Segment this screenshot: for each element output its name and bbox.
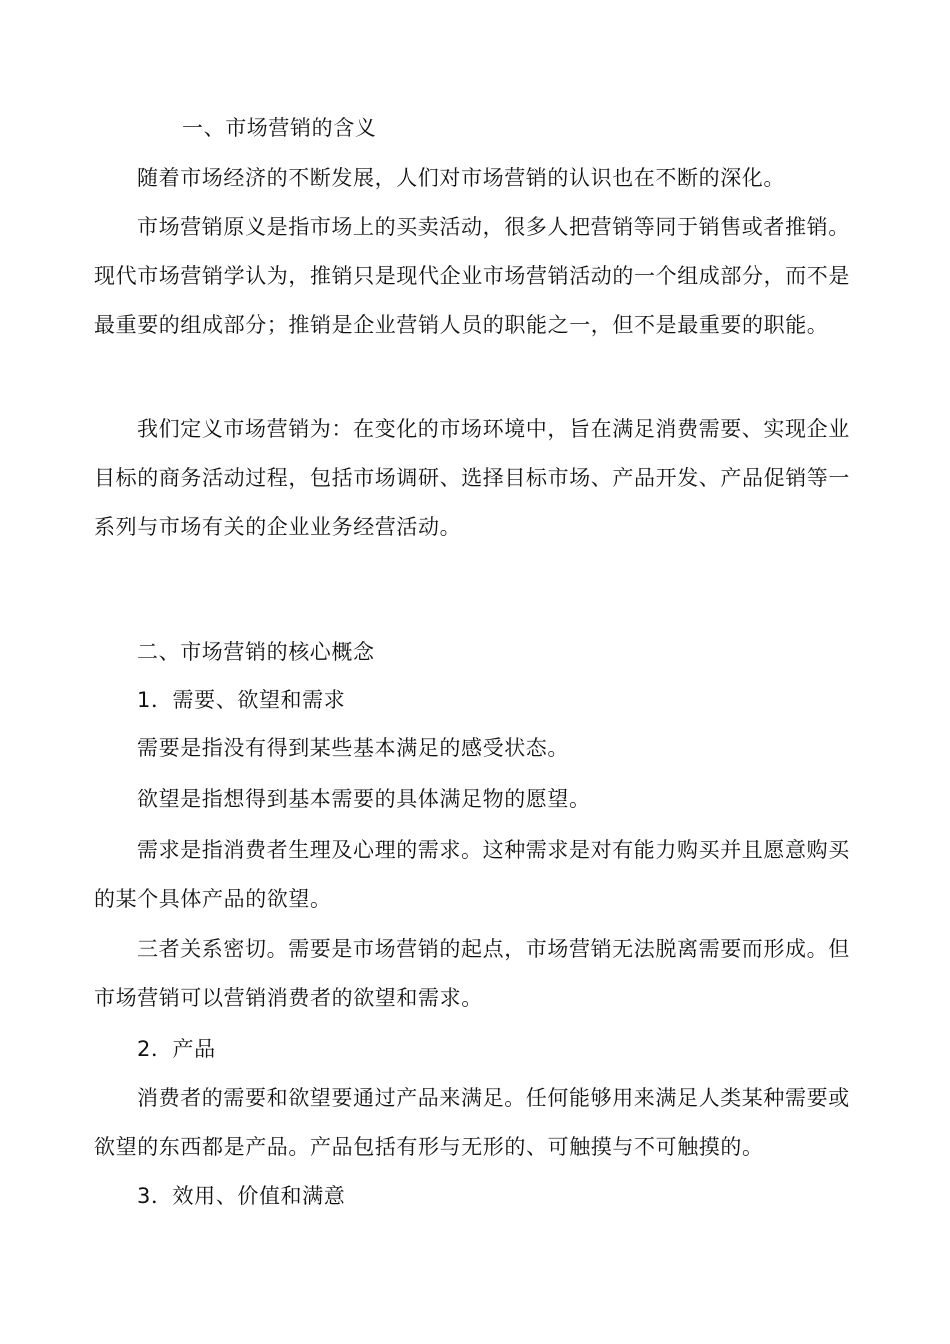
section1-paragraph-1: 随着市场经济的不断发展，人们对市场营销的认识也在不断的深化。 bbox=[137, 166, 785, 190]
sub1-paragraph-demand: 需求是指消费者生理及心理的需求。这种需求是对有能力购买并且愿意购买的某个具体产品的欲望。 bbox=[94, 838, 850, 911]
sub1-paragraph-need: 需要是指没有得到某些基本满足的感受状态。 bbox=[137, 736, 569, 760]
sub2-paragraph-product: 消费者的需要和欲望要通过产品来满足。任何能够用来满足人类某种需要或欲望的东西都是产品。产品包括有形与无形的、可触摸与不可触摸的。 bbox=[94, 1086, 850, 1159]
section2-sub3-heading: 3．效用、价值和满意 bbox=[137, 1184, 346, 1208]
section2-heading: 二、市场营销的核心概念 bbox=[137, 640, 375, 664]
section2-sub2-heading: 2．产品 bbox=[137, 1037, 216, 1061]
section1-heading: 一、市场营销的含义 bbox=[182, 116, 377, 140]
section2-sub1-heading: 1．需要、欲望和需求 bbox=[137, 688, 346, 712]
sub1-paragraph-relation: 三者关系密切。需要是市场营销的起点，市场营销无法脱离需要而形成。但市场营销可以营销消费者的欲望和需求。 bbox=[94, 937, 850, 1010]
sub1-paragraph-want: 欲望是指想得到基本需要的具体满足物的愿望。 bbox=[137, 787, 591, 811]
section1-paragraph-2: 市场营销原义是指市场上的买卖活动，很多人把营销等同于销售或者推销。现代市场营销学认为，推销只是现代企业市场营销活动的一个组成部分，而不是最重要的组成部分；推销是企业营销人员的职能之一，但不是最重要的职能。 bbox=[94, 215, 850, 337]
section1-paragraph-3: 我们定义市场营销为：在变化的市场环境中，旨在满足消费需要、实现企业目标的商务活动过程，包括市场调研、选择目标市场、产品开发、产品促销等一系列与市场有关的企业业务经营活动。 bbox=[94, 417, 850, 539]
